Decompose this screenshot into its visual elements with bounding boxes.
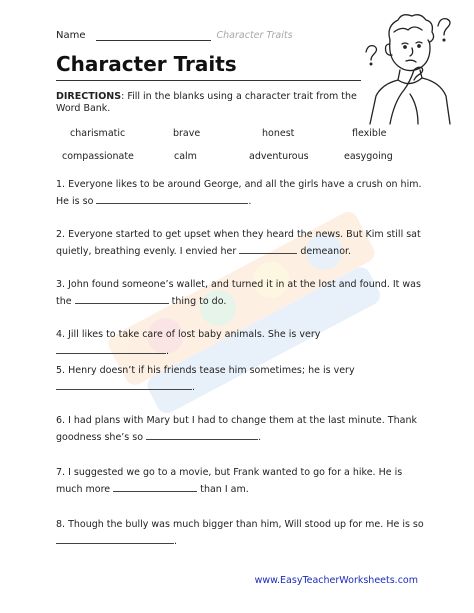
title-divider: [56, 80, 361, 81]
question-text-end: .: [174, 536, 178, 547]
answer-blank[interactable]: [96, 193, 248, 204]
answer-blank[interactable]: [56, 533, 174, 544]
question-text-end: thing to do.: [171, 296, 227, 307]
word-bank-item: flexible: [352, 128, 387, 139]
question-4: [56, 326, 426, 360]
directions-text: : Fill in the blanks using a character trait from the Word Bank.: [56, 91, 357, 114]
question-text-end: demeanor.: [300, 246, 352, 257]
name-field[interactable]: [96, 29, 211, 41]
question-7: [56, 464, 426, 498]
question-1: [56, 176, 426, 210]
question-text: 6. I had plans with Mary but I had to change them at the last minute. Thank goodness she’s so: [56, 415, 417, 443]
word-bank-item: calm: [174, 151, 197, 162]
question-text: 3. John found someone’s wallet, and turned it in at the lost and found. It was the: [56, 279, 421, 307]
word-bank-item: brave: [173, 128, 201, 139]
question-text: 2. Everyone started to get upset when they heard the news. But Kim still sat quietly, breathing evenly. I envied her: [56, 229, 421, 257]
word-bank-item: charismatic: [70, 128, 126, 139]
word-bank-item: adventurous: [249, 151, 309, 162]
question-text-end: .: [166, 346, 170, 357]
question-text-end: .: [248, 196, 252, 207]
name-label: Name: [56, 30, 86, 41]
answer-blank[interactable]: [56, 379, 192, 390]
worksheet-subtitle: Character Traits: [216, 30, 293, 41]
directions-label: DIRECTIONS: [56, 91, 122, 102]
page-title: Character Traits: [56, 52, 237, 76]
question-text-end: than I am.: [200, 484, 249, 495]
question-8: [56, 516, 426, 550]
question-text: 4. Jill likes to take care of lost baby animals. She is very: [56, 329, 321, 340]
question-3: [56, 276, 426, 310]
question-6: [56, 412, 426, 446]
question-text: 5. Henry doesn’t if his friends tease him sometimes; he is very: [56, 365, 355, 376]
word-bank-item: honest: [262, 128, 295, 139]
answer-blank[interactable]: [239, 243, 297, 254]
answer-blank[interactable]: [146, 429, 258, 440]
footer-website-link[interactable]: www.EasyTeacherWorksheets.com: [254, 575, 418, 586]
question-text: 7. I suggested we go to a movie, but Frank wanted to go for a hike. He is much more: [56, 467, 403, 495]
thinking-boy-icon: [360, 10, 460, 125]
question-text: 8. Though the bully was much bigger than him, Will stood up for me. He is so: [56, 519, 424, 530]
name-row: [56, 29, 293, 41]
question-5: [56, 362, 426, 396]
answer-blank[interactable]: [113, 481, 197, 492]
answer-blank[interactable]: [56, 343, 166, 354]
word-bank-item: easygoing: [344, 151, 393, 162]
question-2: [56, 226, 426, 260]
answer-blank[interactable]: [75, 293, 169, 304]
question-text: 1. Everyone likes to be around George, and all the girls have a crush on him. He is so: [56, 179, 422, 207]
question-text-end: .: [258, 432, 262, 443]
directions: [56, 91, 371, 115]
word-bank-item: compassionate: [62, 151, 134, 162]
question-text-end: .: [192, 382, 196, 393]
